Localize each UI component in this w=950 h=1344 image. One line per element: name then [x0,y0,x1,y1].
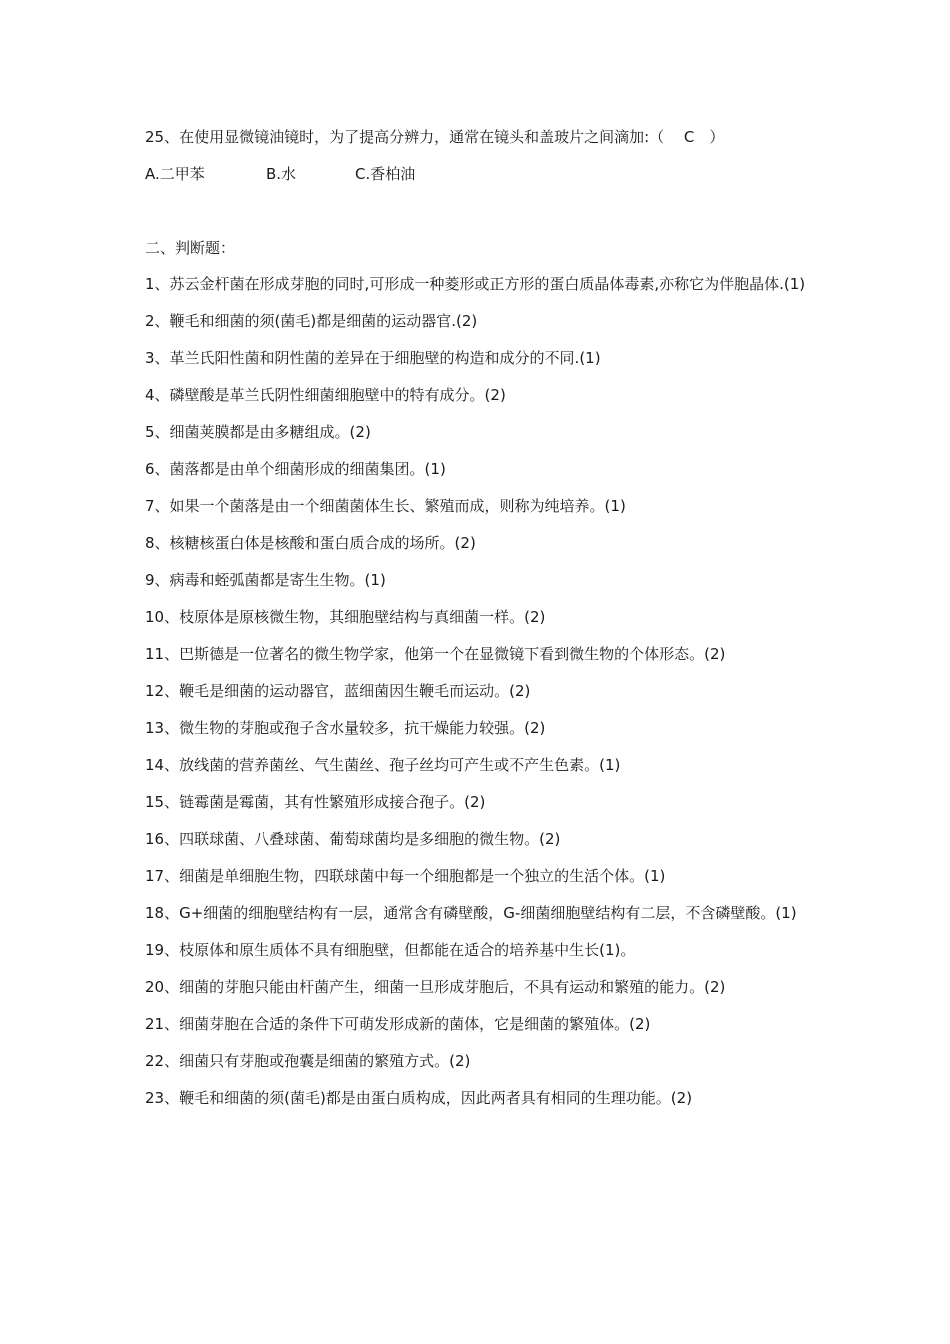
judgment-item: 14、放线菌的营养菌丝、气生菌丝、孢子丝均可产生或不产生色素。(1) [145,756,621,774]
option-b: B.水 [266,165,297,183]
judgment-item: 17、细菌是单细胞生物，四联球菌中每一个细胞都是一个独立的生活个体。(1) [145,867,666,885]
question-25: 25、在使用显微镜油镜时，为了提高分辨力，通常在镜头和盖玻片之间滴加:（ C ） [145,128,725,146]
judgment-item: 22、细菌只有芽胞或孢囊是细菌的繁殖方式。(2) [145,1052,471,1070]
judgment-item: 23、鞭毛和细菌的须(菌毛)都是由蛋白质构成，因此两者具有相同的生理功能。(2) [145,1089,693,1107]
judgment-item: 21、细菌芽胞在合适的条件下可萌发形成新的菌体，它是细菌的繁殖体。(2) [145,1015,651,1033]
judgment-item: 15、链霉菌是霉菌，其有性繁殖形成接合孢子。(2) [145,793,486,811]
option-a: A.二甲苯 [145,165,205,183]
judgment-item: 4、磷壁酸是革兰氏阴性细菌细胞壁中的特有成分。(2) [145,386,506,404]
judgment-item: 16、四联球菌、八叠球菌、葡萄球菌均是多细胞的微生物。(2) [145,830,561,848]
judgment-item: 19、枝原体和原生质体不具有细胞壁，但都能在适合的培养基中生长(1)。 [145,941,636,959]
judgment-item: 3、革兰氏阳性菌和阴性菌的差异在于细胞壁的构造和成分的不同.(1) [145,349,601,367]
section-title: 二、判断题： [145,239,236,257]
judgment-item: 7、如果一个菌落是由一个细菌菌体生长、繁殖而成，则称为纯培养。(1) [145,497,626,515]
judgment-item: 5、细菌荚膜都是由多糖组成。(2) [145,423,371,441]
judgment-item: 12、鞭毛是细菌的运动器官，蓝细菌因生鞭毛而运动。(2) [145,682,531,700]
judgment-item: 8、核糖核蛋白体是核酸和蛋白质合成的场所。(2) [145,534,476,552]
judgment-item: 20、细菌的芽胞只能由杆菌产生，细菌一旦形成芽胞后，不具有运动和繁殖的能力。(2) [145,978,726,996]
judgment-item: 2、鞭毛和细菌的须(菌毛)都是细菌的运动器官.(2) [145,312,478,330]
option-c: C.香柏油 [355,165,416,183]
judgment-item: 10、枝原体是原核微生物，其细胞壁结构与真细菌一样。(2) [145,608,546,626]
judgment-item: 1、苏云金杆菌在形成芽胞的同时,可形成一种菱形或正方形的蛋白质晶体毒素,亦称它为伴胞晶体.(1) [145,275,806,293]
question-25-options [145,162,415,186]
judgment-item: 11、巴斯德是一位著名的微生物学家，他第一个在显微镜下看到微生物的个体形态。(2) [145,645,726,663]
judgment-item: 9、病毒和蛭弧菌都是寄生生物。(1) [145,571,386,589]
judgment-list [145,272,825,1123]
judgment-item: 13、微生物的芽胞或孢子含水量较多，抗干燥能力较强。(2) [145,719,546,737]
judgment-item: 18、G+细菌的细胞壁结构有一层，通常含有磷壁酸，G-细菌细胞壁结构有二层，不含磷壁酸。(1) [145,904,797,922]
judgment-item: 6、菌落都是由单个细菌形成的细菌集团。(1) [145,460,446,478]
